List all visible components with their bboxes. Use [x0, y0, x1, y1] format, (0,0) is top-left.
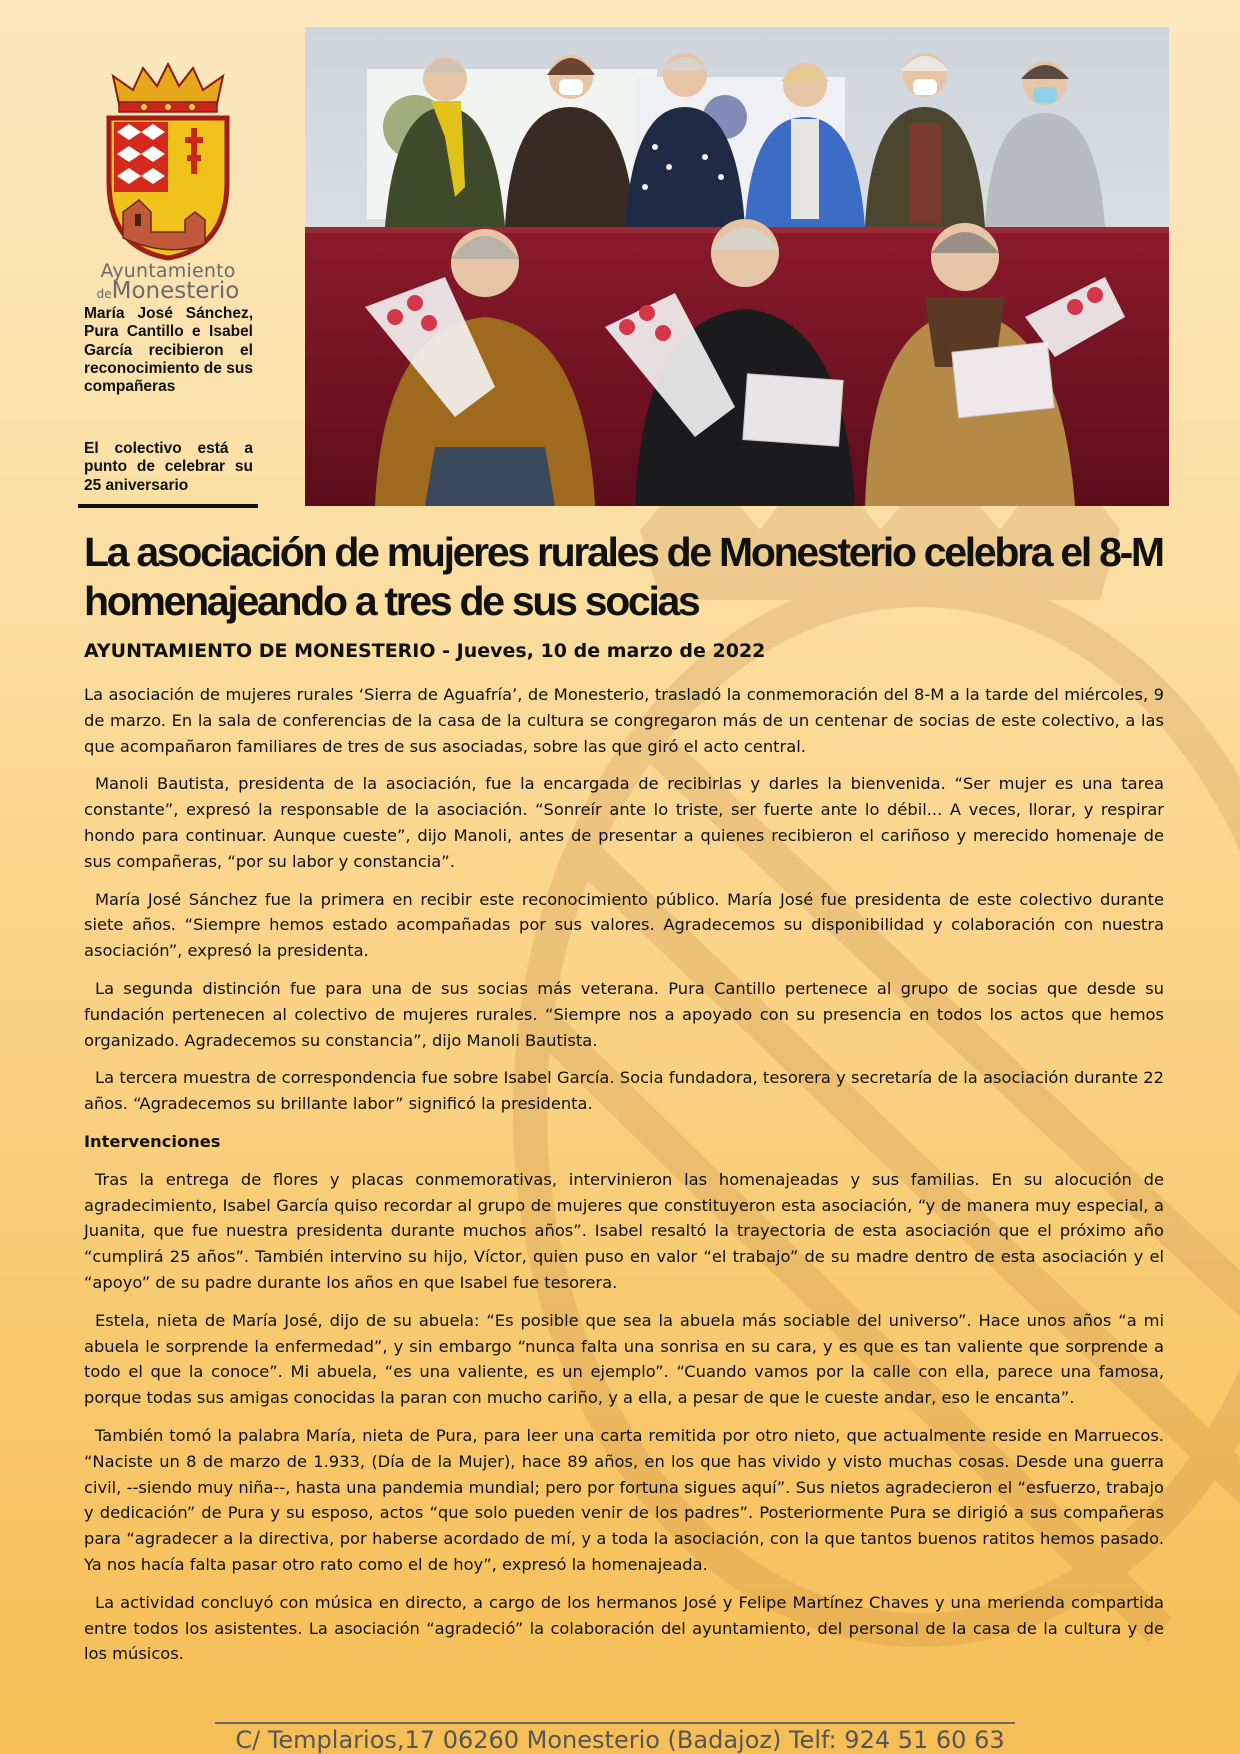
coat-of-arms-icon: [99, 62, 237, 262]
article-subheading: Intervenciones: [84, 1131, 221, 1151]
logo-label-monesterio: Monesterio: [111, 278, 240, 304]
article-headline: La asociación de mujeres rurales de Monesterio celebra el 8-M homenajeando a tres de sus socias: [84, 529, 1163, 624]
logo-label-de: de: [96, 287, 112, 301]
ayuntamiento-logo: [78, 62, 258, 302]
footer-address: C/ Templarios,17 06260 Monesterio (Badajoz) Telf: 924 51 60 63: [235, 1726, 1005, 1754]
article-paragraph: También tomó la palabra María, nieta de Pura, para leer una carta remitida por otro nieto, que actualmente reside en Marruecos. “Naciste un 8 de marzo de 1.933, (Día de la Mujer), hace 89 años, en los que has vivido y visto muchas cosas. Desde una guerra civil, --siendo muy niña--, hasta una pandemia mundial; pero por fortuna sigues aquí”. Sus nietos agradecieron el “esfuerzo, trabajo y dedicación” de Pura y su esposo, actos “que solo pueden venir de los padres”. Posteriormente Pura se dirigió a sus compañeras para “agradecer a la directiva, por haberse acordado de mí, y a toda la asociación, con la que tantos buenos ratitos hemos pasado. Ya nos hacía falta pasar otro rato como el de hoy”, expresó la homenajeada.: [84, 1425, 1164, 1574]
event-photo-illustration: [305, 27, 1169, 506]
article-paragraph: María José Sánchez fue la primera en recibir este reconocimiento público. María José fue presidenta de este colectivo durante siete años. “Siempre hemos estado acompañadas por sus valores. Agradecemos su disponibilidad y colaboración con nuestra asociación”, expresó la presidenta.: [84, 889, 1164, 961]
article-body: [84, 682, 1164, 1679]
article-paragraph: La asociación de mujeres rurales ‘Sierra de Aguafría’, de Monesterio, trasladó la conmemoración del 8-M a la tarde del miércoles, 9 de marzo. En la sala de conferencias de la casa de la cultura se congregaron más de un centenar de socias de este colectivo, a las que acompañaron familiares de tres de sus asociadas, sobre las que giró el acto central.: [84, 685, 1164, 756]
article-paragraph: Manoli Bautista, presidenta de la asociación, fue la encargada de recibirlas y darles la bienvenida. “Ser mujer es una tarea constante”, expresó la responsable de la asociación. “Sonreír ante lo triste, ser fuerte ante lo débil... A veces, llorar, y respirar hondo para continuar. Aunque cueste”, dijo Manoli, antes de presentar a quienes recibieron el cariñoso y merecido homenaje de sus compañeras, “por su labor y constancia”.: [84, 774, 1164, 871]
article-paragraph: La actividad concluyó con música en directo, a cargo de los hermanos José y Felipe Martínez Chaves y una merienda compartida entre todos los asistentes. La asociación “agradeció” la colaboración del ayuntamiento, del personal de la casa de la cultura y de los músicos.: [84, 1592, 1164, 1664]
article-paragraph: Tras la entrega de flores y placas conmemorativas, intervinieron las homenajeadas y sus familias. En su alocución de agradecimiento, Isabel García quiso recordar al grupo de mujeres que constituyeron esta asociación, “y de manera muy especial, a Juanita, que fue nuestra presidenta durante muchos años”. Isabel resaltó la trayectoria de esta asociación que el próximo año “cumplirá 25 años”. También intervino su hijo, Víctor, quien puso en valor “el trabajo” de su madre dentro de esta asociación y el “apoyo” de su padre durante los años en que Isabel fue tesorera.: [84, 1169, 1164, 1292]
article-paragraph: Estela, nieta de María José, dijo de su abuela: “Es posible que sea la abuela más sociable del universo”. Hace unos años “a mi abuela le sorprende la enfermedad”, y sin embargo “nunca falta una sonrisa en su cara, y es que es tan valiente que sorprende a todo el que la conoce”. Mi abuela, “es una valiente, es un ejemplo”. “Cuando vamos por la calle con ella, parece una famosa, porque todas sus amigas conocidas la paran con mucho cariño, y a ella, a pesar de que le cueste andar, eso le encanta”.: [84, 1310, 1164, 1408]
side-summary-2: El colectivo está a punto de celebrar su 25 aniversario: [84, 440, 253, 494]
event-photo: [305, 27, 1169, 506]
footer-divider: [215, 1722, 1015, 1724]
side-divider: [78, 504, 258, 508]
article-paragraph: La tercera muestra de correspondencia fue sobre Isabel García. Socia fundadora, tesorera y secretaría de la asociación durante 22 años. “Agradecemos su brillante labor” significó la presidenta.: [84, 1068, 1164, 1114]
logo-label-line2: [78, 278, 258, 304]
logo-label-line1: Ayuntamiento: [100, 260, 236, 282]
article-paragraph: La segunda distinción fue para una de sus socias más veterana. Pura Cantillo pertenece al grupo de socias que desde su fundación pertenecen al colectivo de mujeres rurales. “Siempre nos a apoyado con su presencia en todos los actos que hemos organizado. Agradecemos su constancia”, dijo Manoli Bautista.: [84, 978, 1164, 1050]
article-byline: AYUNTAMIENTO DE MONESTERIO - Jueves, 10 de marzo de 2022: [84, 640, 766, 662]
side-summary-1: María José Sánchez, Pura Cantillo e Isabel García recibieron el reconocimiento de sus compañeras: [84, 305, 253, 396]
